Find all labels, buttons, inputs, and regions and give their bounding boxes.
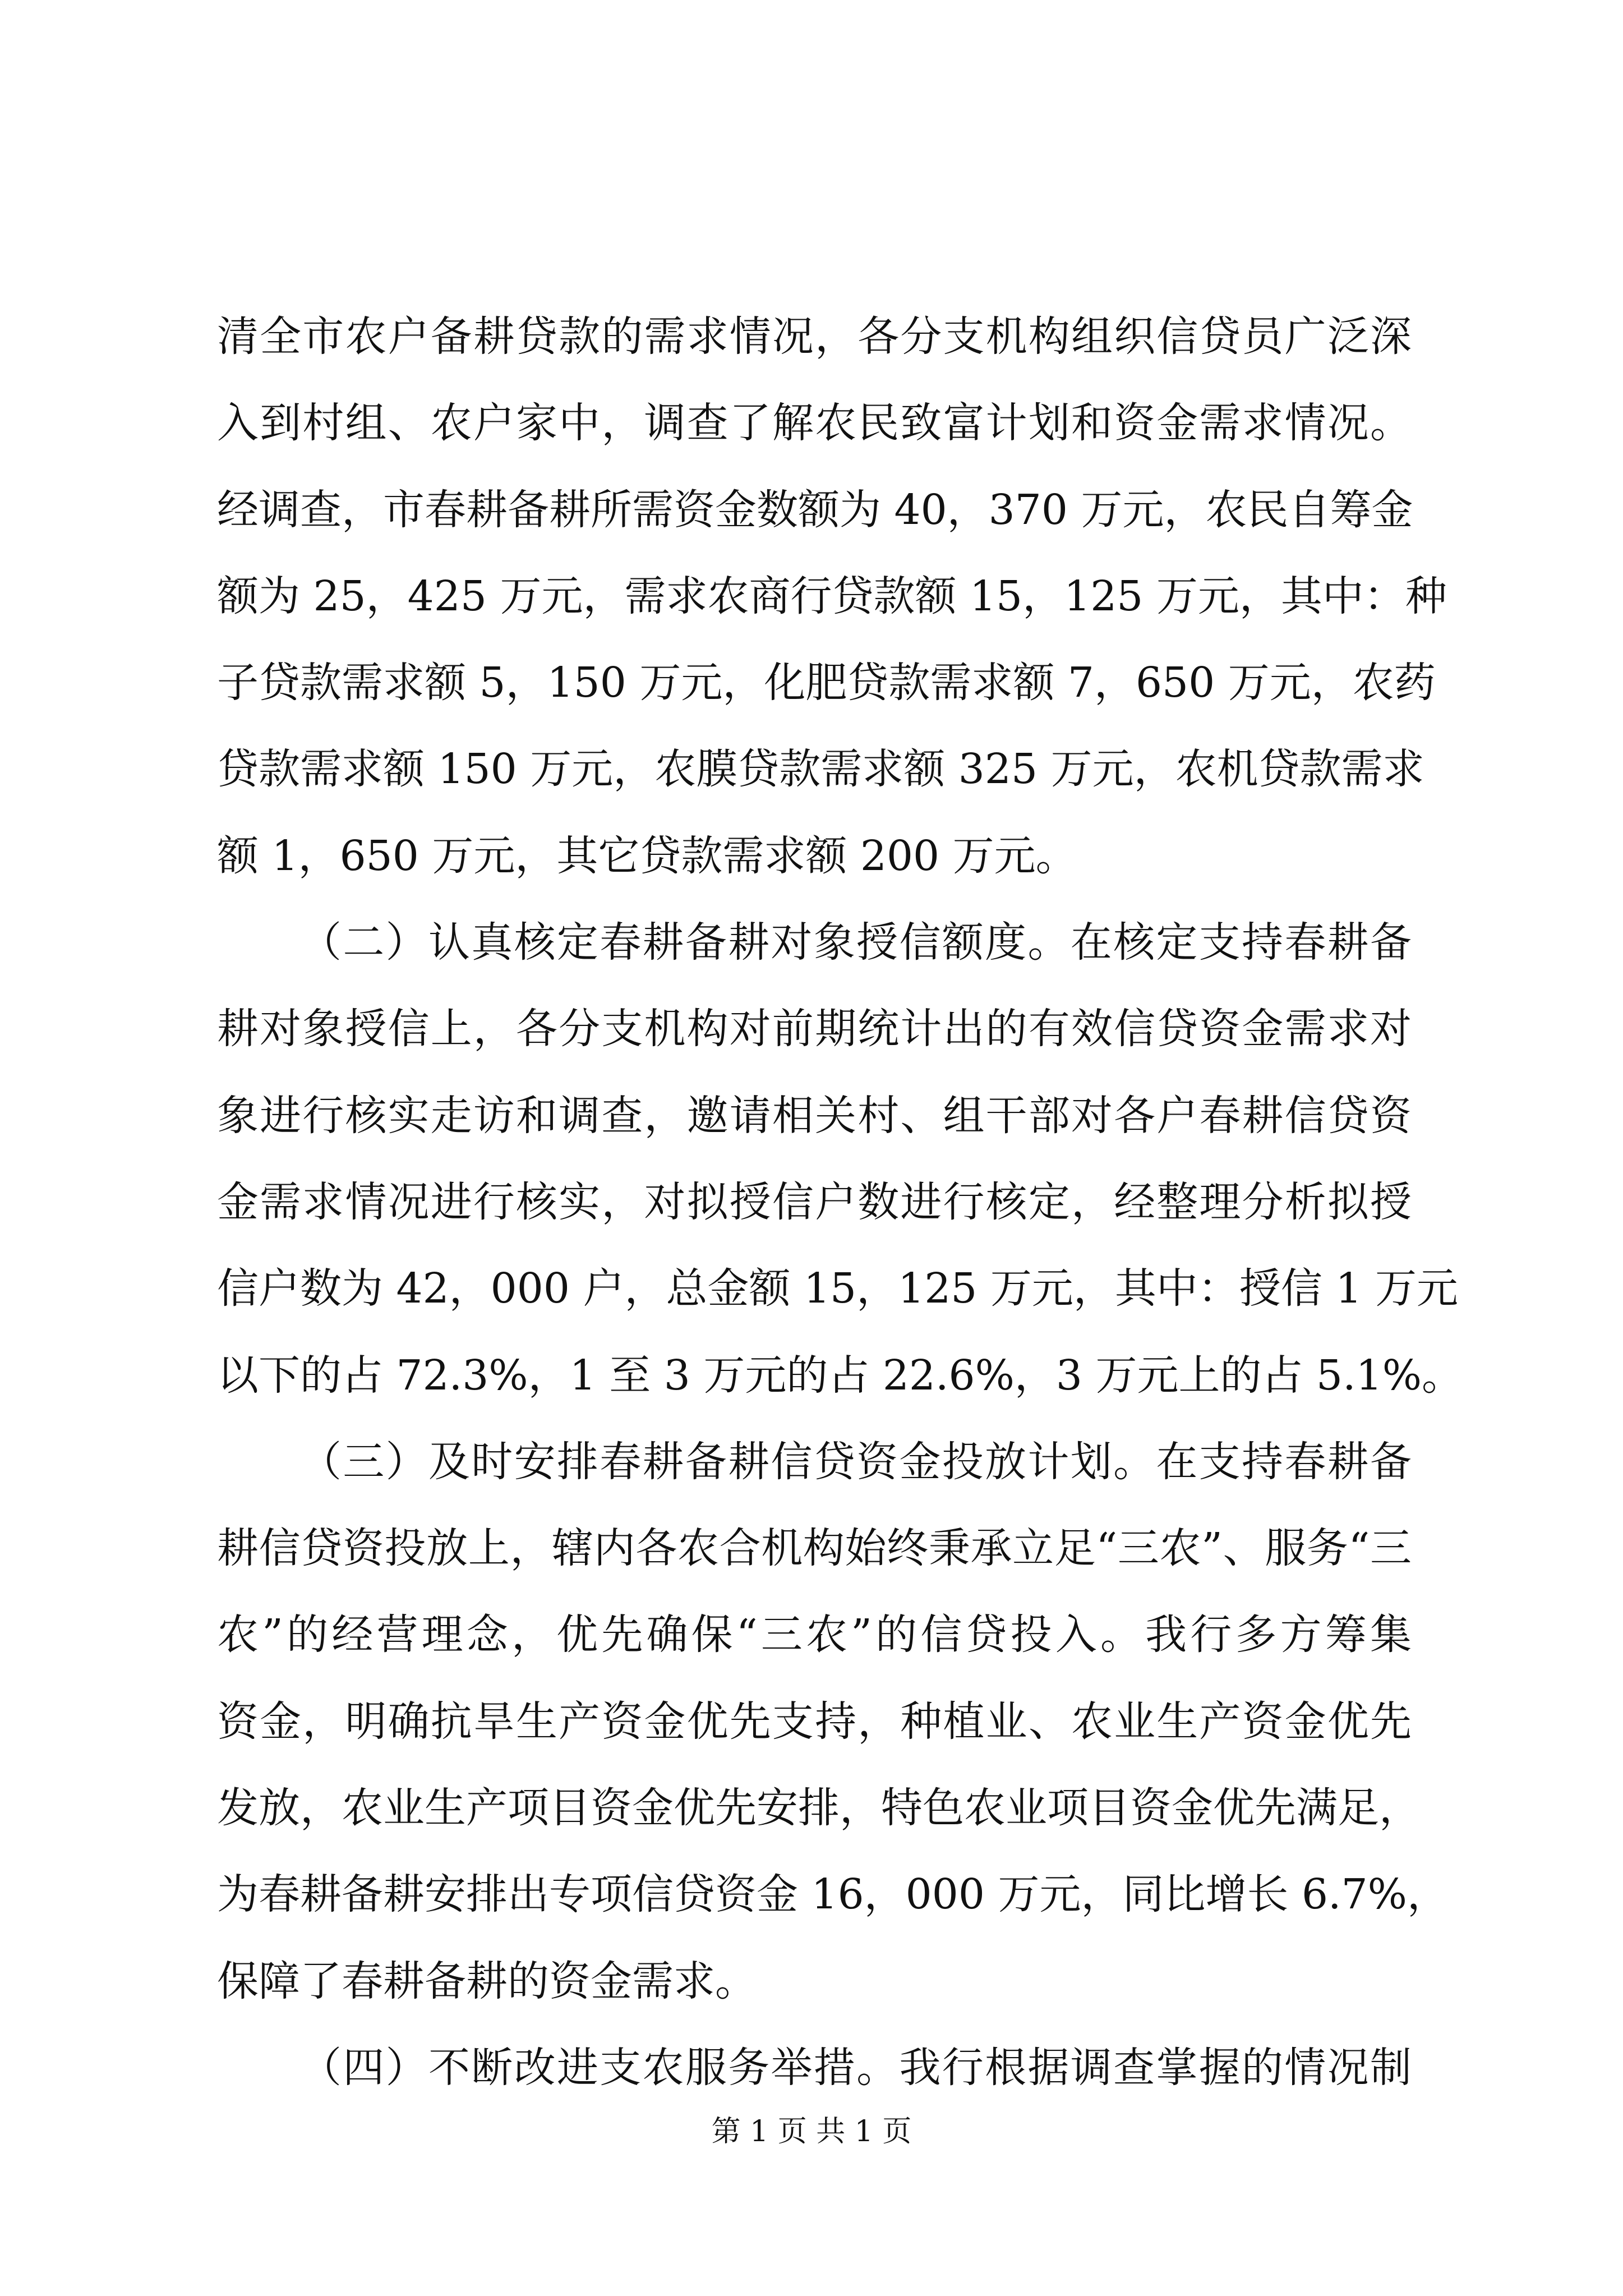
text-line: 经调查，市春耕备耕所需资金数额为 40，370 万元，农民自筹金 xyxy=(217,485,1413,534)
text-line: 以下的占 72.3%，1 至 3 万元的占 22.6%，3 万元上的占 5.1%。 xyxy=(217,1351,1464,1400)
text-line: 资金，明确抗旱生产资金优先支持，种植业、农业生产资金优先 xyxy=(217,1697,1412,1746)
text-line: 入到村组、农户家中，调查了解农民致富计划和资金需求情况。 xyxy=(217,399,1412,448)
text-line: 贷款需求额 150 万元，农膜贷款需求额 325 万元，农机贷款需求 xyxy=(217,745,1424,794)
text-line: 耕对象授信上，各分支机构对前期统计出的有效信贷资金需求对 xyxy=(217,1005,1412,1053)
section-heading-line: （二）认真核定春耕备耕对象授信额度。在核定支持春耕备 xyxy=(300,918,1412,967)
text-line: 信户数为 42，000 户，总金额 15，125 万元，其中：授信 1 万元 xyxy=(217,1264,1459,1313)
text-line: 为春耕备耕安排出专项信贷资金 16，000 万元，同比增长 6.7%， xyxy=(217,1870,1449,1919)
document-body xyxy=(217,293,1464,2111)
text-line: 金需求情况进行核实，对拟授信户数进行核定，经整理分析拟授 xyxy=(217,1177,1412,1226)
text-line: 象进行核实走访和调查，邀请相关村、组干部对各户春耕信贷资 xyxy=(217,1091,1412,1140)
page-footer: 第 1 页 共 1 页 xyxy=(711,2115,912,2148)
text-line: 保障了春耕备耕的资金需求。 xyxy=(217,1957,757,2005)
text-line: 发放，农业生产项目资金优先安排，特色农业项目资金优先满足， xyxy=(217,1784,1421,1833)
section-heading-line: （四）不断改进支农服务举措。我行根据调查掌握的情况制 xyxy=(300,2043,1412,2092)
text-line: 清全市农户备耕贷款的需求情况，各分支机构组织信贷员广泛深 xyxy=(217,312,1412,361)
text-line: 额 1，650 万元，其它贷款需求额 200 万元。 xyxy=(217,831,1077,880)
section-heading-line: （三）及时安排春耕备耕信贷资金投放计划。在支持春耕备 xyxy=(300,1437,1412,1486)
text-line: 农”的经营理念，优先确保“三农”的信贷投入。我行多方筹集 xyxy=(217,1611,1412,1659)
text-line: 子贷款需求额 5，150 万元，化肥贷款需求额 7，650 万元，农药 xyxy=(217,659,1436,707)
text-line: 额为 25，425 万元，需求农商行贷款额 15，125 万元，其中：种 xyxy=(217,572,1447,620)
text-line: 耕信贷资投放上，辖内各农合机构始终秉承立足“三农”、服务“三 xyxy=(217,1524,1412,1573)
